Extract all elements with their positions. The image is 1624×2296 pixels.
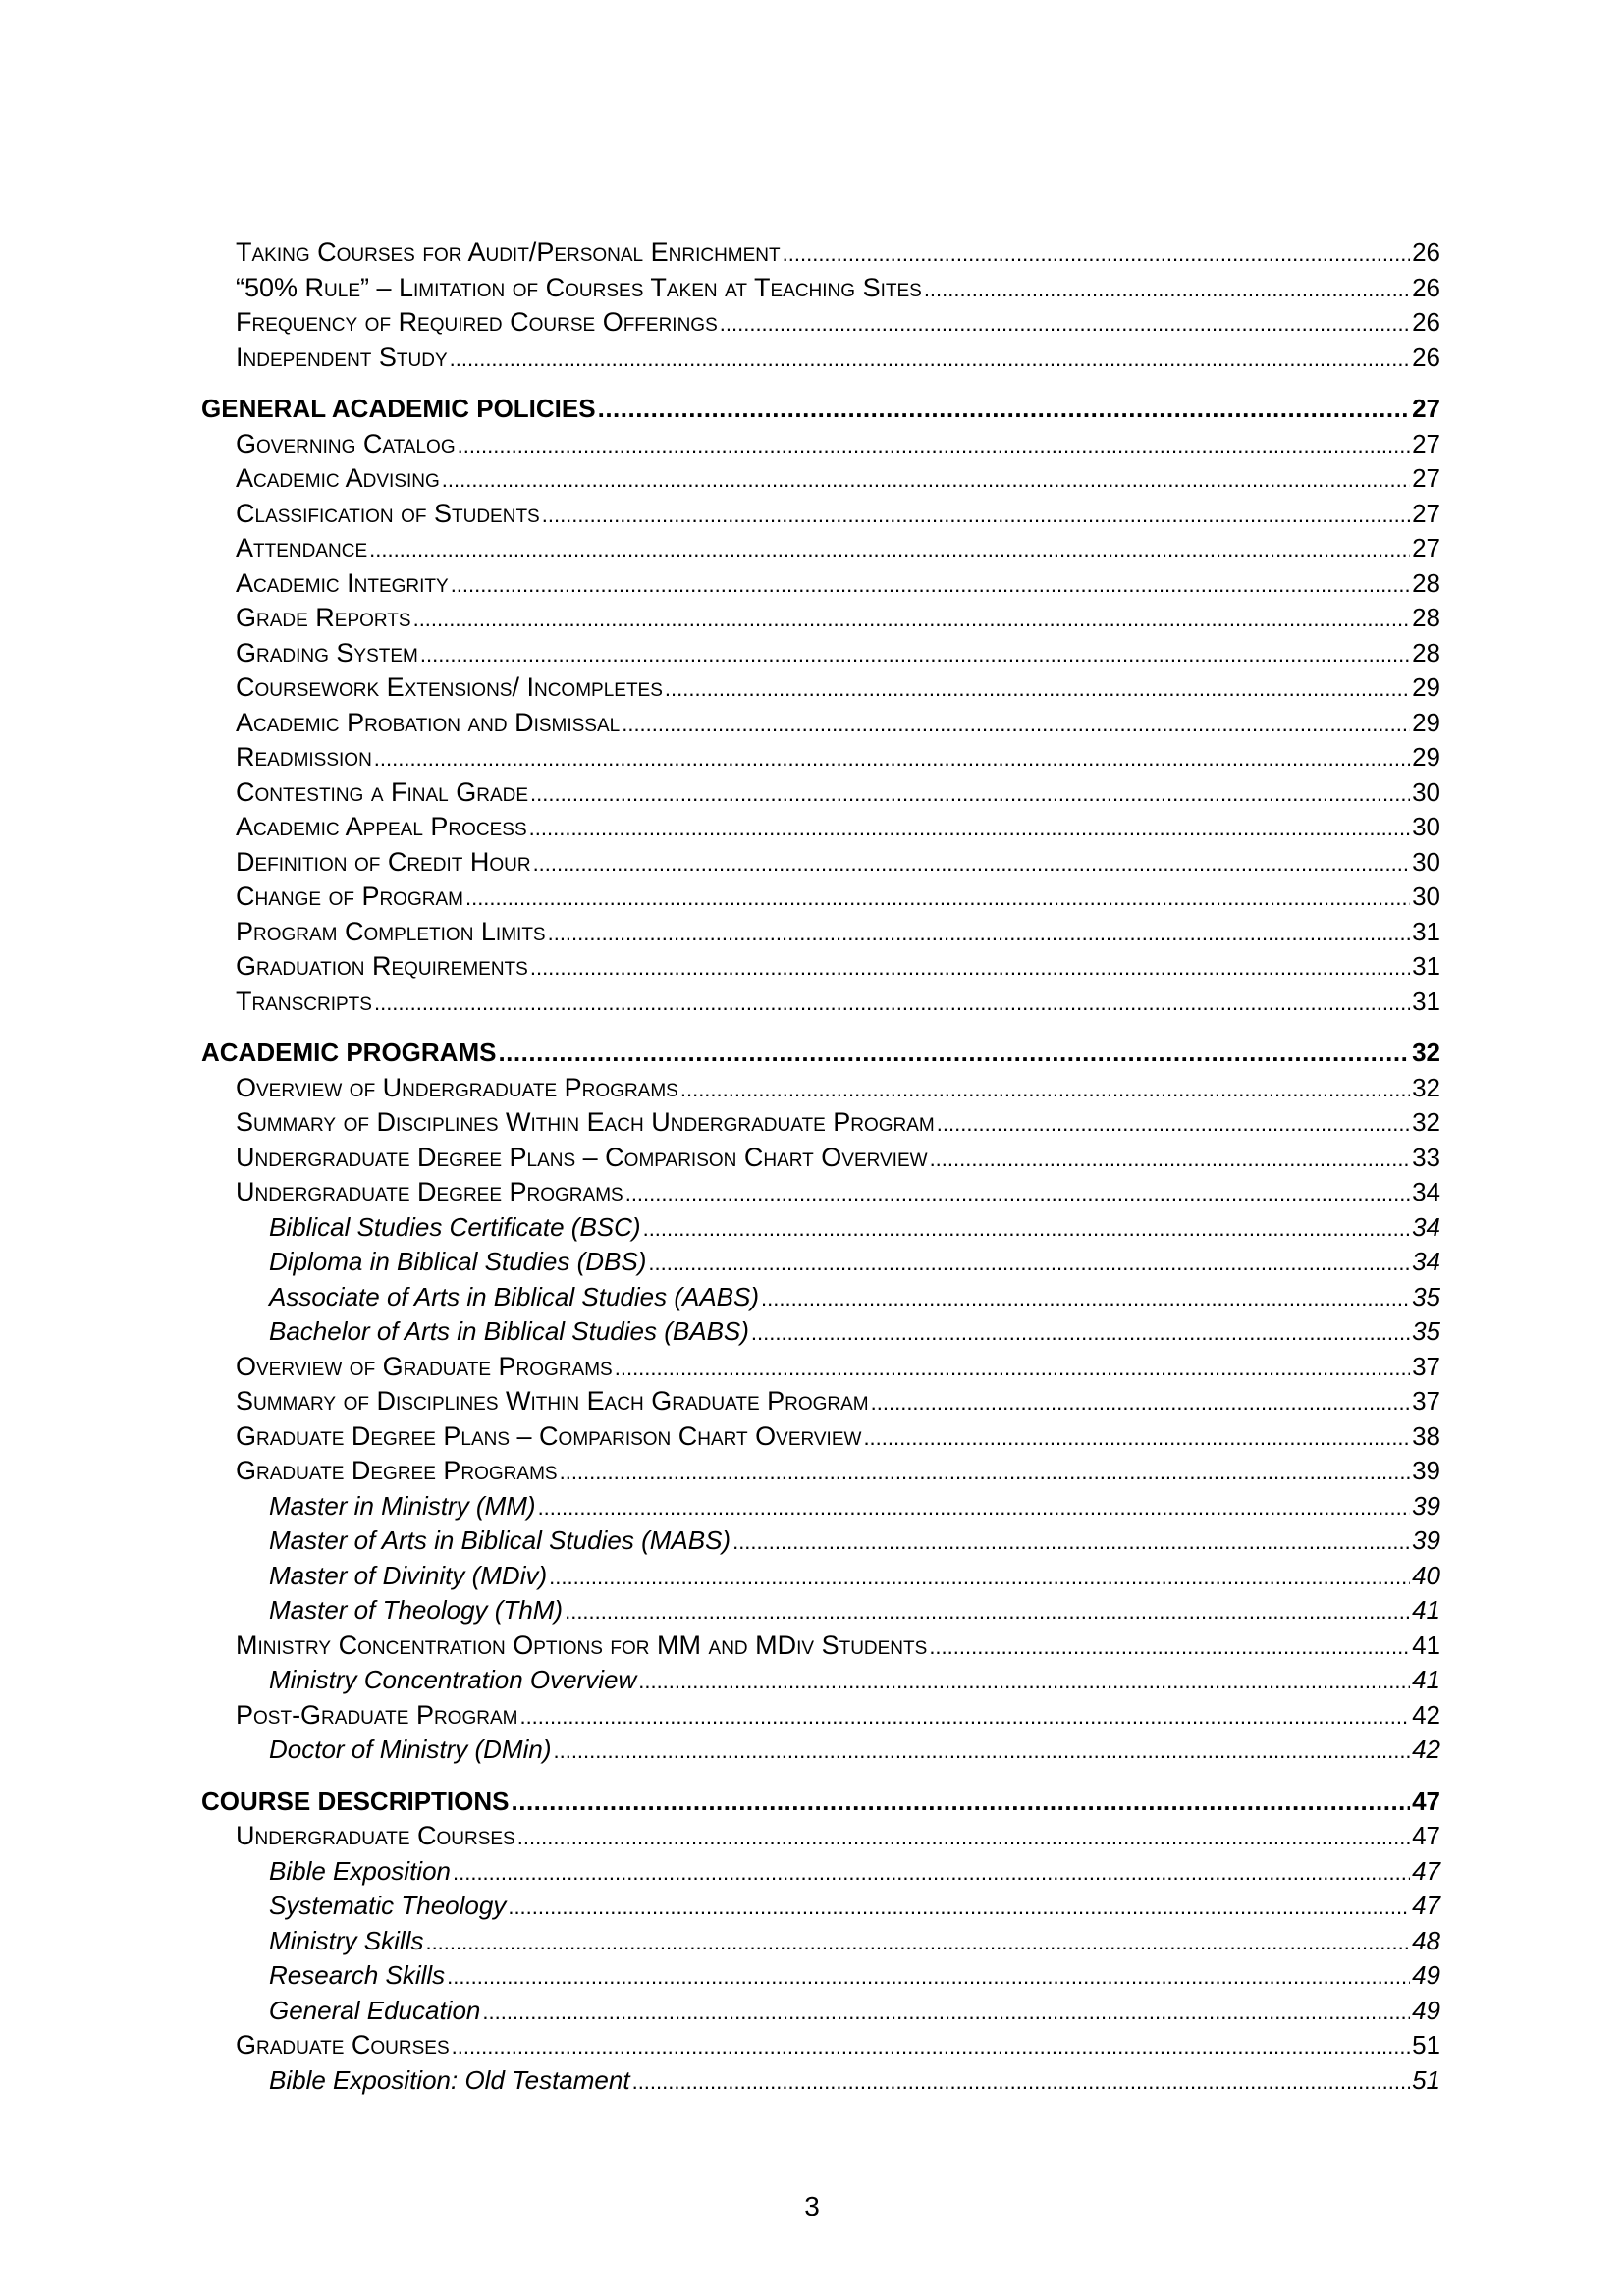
toc-entry-title: Contesting a Final Grade [236, 776, 529, 807]
toc-entry-title: Taking Courses for Audit/Personal Enrichment [236, 238, 781, 267]
toc-entry-title: Associate of Arts in Biblical Studies (AABS) [269, 1281, 760, 1311]
toc-subentry[interactable] [201, 1489, 1440, 1524]
toc-page-number: 30 [1412, 812, 1440, 841]
toc-subentry[interactable] [201, 1280, 1440, 1315]
toc-entry[interactable] [201, 775, 1440, 811]
toc-entry[interactable] [201, 497, 1440, 532]
dot-leader [413, 602, 1411, 637]
toc-entry[interactable] [201, 531, 1440, 566]
toc-entry-title: Diploma in Biblical Studies (DBS) [269, 1247, 647, 1276]
toc-entry[interactable] [201, 1384, 1440, 1419]
toc-entry-title: Master of Divinity (MDiv) [269, 1560, 548, 1590]
toc-entry-title: “50% Rule” – Limitation of Courses Taken at Teaching Sites [236, 272, 922, 302]
toc-entry-title: Systematic Theology [269, 1891, 507, 1920]
toc-entry-title: Frequency of Required Course Offerings [236, 307, 718, 337]
toc-entry-title: Grade Reports [236, 603, 411, 632]
toc-entry[interactable] [201, 636, 1440, 671]
toc-page-number: 31 [1412, 951, 1440, 981]
toc-page-number: 39 [1412, 1525, 1440, 1555]
toc-page-number: 33 [1412, 1142, 1440, 1172]
toc-entry-title: Grading System [236, 637, 418, 667]
toc-page-number: 30 [1412, 846, 1440, 877]
toc-entry-title: Governing Catalog [236, 428, 456, 458]
toc-entry-title: Academic Probation and Dismissal [236, 707, 621, 737]
toc-section-heading[interactable] [201, 392, 1440, 427]
toc-page-number: 49 [1412, 1960, 1440, 1990]
toc-page-number: 47 [1412, 1891, 1440, 1920]
dot-leader [530, 950, 1410, 986]
toc-page-number: 27 [1412, 394, 1440, 423]
toc-entry[interactable] [201, 305, 1440, 341]
toc-entry[interactable] [201, 810, 1440, 845]
dot-leader [924, 272, 1410, 307]
toc-entry[interactable] [201, 1141, 1440, 1176]
toc-subentry[interactable] [201, 1523, 1440, 1559]
dot-leader [615, 1351, 1410, 1386]
dot-leader [447, 1959, 1410, 1995]
toc-page-number: 27 [1412, 533, 1440, 562]
toc-subentry[interactable] [201, 1593, 1440, 1629]
toc-entry-title: Definition of Credit Hour [236, 846, 531, 877]
toc-page-number: 47 [1412, 1855, 1440, 1886]
page-number: 3 [804, 2191, 820, 2221]
dot-leader [374, 741, 1410, 776]
dot-leader [665, 671, 1410, 707]
toc-page-number: 35 [1412, 1316, 1440, 1346]
toc-entry-title: Change of Program [236, 881, 463, 911]
dot-leader [529, 811, 1410, 846]
dot-leader [783, 237, 1410, 272]
dot-leader [560, 1455, 1410, 1490]
toc-entry-title: General Education [269, 1995, 481, 2025]
toc-subentry[interactable] [201, 1245, 1440, 1280]
toc-page-number: 38 [1412, 1420, 1440, 1451]
toc-page-number: 26 [1412, 272, 1440, 302]
dot-leader [508, 1890, 1410, 1925]
dot-leader [732, 1524, 1410, 1560]
toc-entry[interactable] [201, 1819, 1440, 1854]
toc-subentry[interactable] [201, 1663, 1440, 1698]
toc-entry-title: Overview of Undergraduate Programs [236, 1072, 678, 1102]
toc-entry[interactable] [201, 985, 1440, 1020]
dot-leader [929, 1629, 1410, 1665]
toc-entry-title: Transcripts [236, 986, 372, 1016]
dot-leader [498, 1036, 1410, 1071]
toc-entry[interactable] [201, 880, 1440, 915]
toc-entry[interactable] [201, 271, 1440, 306]
toc-entry-title: Program Completion Limits [236, 916, 546, 946]
toc-entry-title: Academic Advising [236, 463, 440, 493]
toc-page-number: 26 [1412, 307, 1440, 337]
toc-page-number: 47 [1412, 1821, 1440, 1850]
toc-page-number: 29 [1412, 707, 1440, 737]
toc-entry-title: Bible Exposition [269, 1855, 451, 1886]
dot-leader [720, 306, 1410, 342]
dot-leader [598, 392, 1410, 427]
toc-entry[interactable] [201, 1629, 1440, 1664]
toc-entry-title: Graduate Degree Plans – Comparison Chart Overview [236, 1420, 862, 1451]
toc-entry-title: GENERAL ACADEMIC POLICIES [201, 394, 596, 423]
dot-leader [625, 1176, 1410, 1211]
toc-page-number: 29 [1412, 672, 1440, 702]
toc-page-number: 27 [1412, 428, 1440, 458]
toc-entry-title: ACADEMIC PROGRAMS [201, 1038, 497, 1067]
toc-entry[interactable] [201, 1350, 1440, 1385]
toc-entry[interactable] [201, 2028, 1440, 2063]
toc-subentry[interactable] [201, 1210, 1440, 1246]
toc-entry-title: Ministry Concentration Options for MM and MDiv Students [236, 1629, 928, 1660]
toc-section-heading[interactable] [201, 1785, 1440, 1820]
toc-section-heading[interactable] [201, 1036, 1440, 1071]
dot-leader [622, 707, 1410, 742]
dot-leader [751, 1315, 1410, 1351]
toc-entry-title: Academic Integrity [236, 567, 449, 598]
toc-page-number: 31 [1412, 916, 1440, 946]
toc-entry[interactable] [201, 427, 1440, 462]
toc-entry[interactable] [201, 1454, 1440, 1489]
toc-subentry[interactable] [201, 1994, 1440, 2029]
toc-entry-title: Master of Theology (ThM) [269, 1595, 564, 1625]
toc-entry[interactable] [201, 1419, 1440, 1455]
toc-page-number: 32 [1412, 1107, 1440, 1137]
toc-entry[interactable] [201, 706, 1440, 741]
toc-entry-title: Doctor of Ministry (DMin) [269, 1735, 552, 1764]
toc-entry-title: Summary of Disciplines Within Each Undergraduate Program [236, 1107, 935, 1137]
toc-page-number: 28 [1412, 567, 1440, 598]
toc-entry-title: Graduate Courses [236, 2030, 450, 2059]
dot-leader [542, 498, 1410, 533]
dot-leader [930, 1142, 1411, 1177]
toc-entry-title: Undergraduate Degree Plans – Comparison Chart Overview [236, 1142, 928, 1172]
toc-entry[interactable] [201, 949, 1440, 985]
toc-page-number: 34 [1412, 1177, 1440, 1206]
toc-page-number: 32 [1412, 1038, 1440, 1067]
toc-page-number: 29 [1412, 742, 1440, 772]
toc-entry-title: Bachelor of Arts in Biblical Studies (BABS) [269, 1316, 749, 1346]
toc-page-number: 37 [1412, 1351, 1440, 1381]
toc-entry-title: Master in Ministry (MM) [269, 1490, 536, 1521]
toc-page-number: 32 [1412, 1072, 1440, 1102]
dot-leader [638, 1664, 1410, 1699]
toc-entry-title: Undergraduate Courses [236, 1821, 515, 1850]
dot-leader [451, 567, 1410, 603]
toc-page-number: 48 [1412, 1925, 1440, 1955]
toc-subentry[interactable] [201, 1733, 1440, 1768]
dot-leader [517, 1820, 1410, 1855]
toc-entry[interactable] [201, 566, 1440, 602]
toc-entry-title: Research Skills [269, 1960, 446, 1990]
toc-page-number: 34 [1412, 1247, 1440, 1276]
dot-leader [863, 1420, 1410, 1456]
toc-subentry[interactable] [201, 1559, 1440, 1594]
toc-entry-title: Classification of Students [236, 498, 540, 528]
toc-entry-title: Summary of Disciplines Within Each Graduate Program [236, 1386, 869, 1415]
toc-subentry[interactable] [201, 2063, 1440, 2099]
dot-leader [761, 1281, 1410, 1316]
toc-entry[interactable] [201, 1071, 1440, 1106]
toc-entry[interactable] [201, 915, 1440, 950]
toc-page-number: 35 [1412, 1281, 1440, 1311]
toc-entry-title: Graduation Requirements [236, 951, 528, 981]
toc-subentry[interactable] [201, 1854, 1440, 1890]
toc-entry-title: Coursework Extensions/ Incompletes [236, 672, 663, 702]
toc-subentry[interactable] [201, 1958, 1440, 1994]
toc-entry-title: Independent Study [236, 342, 448, 372]
toc-page-number: 51 [1412, 2064, 1440, 2095]
dot-leader [632, 2064, 1411, 2100]
toc-page-number: 26 [1412, 342, 1440, 372]
toc-page-number: 42 [1412, 1699, 1440, 1730]
toc-entry-title: Biblical Studies Certificate (BSC) [269, 1211, 641, 1242]
dot-leader [453, 1855, 1410, 1891]
toc-entry[interactable] [201, 740, 1440, 775]
toc-page-number: 47 [1412, 1786, 1440, 1816]
dot-leader [871, 1385, 1410, 1420]
toc-page-number: 37 [1412, 1386, 1440, 1415]
toc-page-number: 34 [1412, 1211, 1440, 1242]
toc-page-number: 51 [1412, 2030, 1440, 2059]
toc-entry-title: Ministry Skills [269, 1925, 424, 1955]
dot-leader [533, 846, 1411, 881]
dot-leader [512, 1785, 1411, 1820]
toc-page-number: 27 [1412, 498, 1440, 528]
table-of-contents [201, 236, 1440, 2098]
toc-page-number: 30 [1412, 881, 1440, 911]
toc-entry-title: Overview of Graduate Programs [236, 1351, 613, 1381]
dot-leader [549, 1560, 1410, 1595]
toc-page-number: 41 [1412, 1595, 1440, 1625]
toc-entry[interactable] [201, 341, 1440, 376]
toc-entry-title: Academic Appeal Process [236, 812, 527, 841]
toc-entry-title: Undergraduate Degree Programs [236, 1177, 623, 1206]
toc-page-number: 28 [1412, 637, 1440, 667]
toc-entry[interactable] [201, 1175, 1440, 1210]
dot-leader [530, 776, 1410, 812]
toc-entry-title: Ministry Concentration Overview [269, 1665, 637, 1694]
dot-leader [538, 1490, 1411, 1525]
dot-leader [425, 1925, 1410, 1960]
toc-entry[interactable] [201, 601, 1440, 636]
toc-page-number: 41 [1412, 1629, 1440, 1660]
toc-subentry[interactable] [201, 1314, 1440, 1350]
toc-subentry[interactable] [201, 1889, 1440, 1924]
dot-leader [643, 1211, 1411, 1247]
dot-leader [565, 1594, 1410, 1629]
toc-page-number: 28 [1412, 603, 1440, 632]
dot-leader [519, 1699, 1410, 1735]
dot-leader [937, 1106, 1410, 1142]
dot-leader [442, 462, 1410, 498]
dot-leader [553, 1734, 1410, 1769]
dot-leader [482, 1995, 1410, 2030]
dot-leader [450, 342, 1410, 377]
toc-entry-title: Graduate Degree Programs [236, 1456, 558, 1485]
toc-entry[interactable] [201, 1105, 1440, 1141]
toc-page-number: 26 [1412, 238, 1440, 267]
dot-leader [369, 532, 1410, 567]
toc-entry-title: Post-Graduate Program [236, 1699, 518, 1730]
toc-entry[interactable] [201, 845, 1440, 881]
toc-entry-title: Readmission [236, 742, 372, 772]
dot-leader [452, 2029, 1410, 2064]
toc-entry[interactable] [201, 461, 1440, 497]
toc-page-number: 49 [1412, 1995, 1440, 2025]
dot-leader [680, 1072, 1410, 1107]
dot-leader [548, 916, 1410, 951]
dot-leader [458, 428, 1410, 463]
toc-page-number: 27 [1412, 463, 1440, 493]
toc-entry-title: COURSE DESCRIPTIONS [201, 1786, 510, 1816]
dot-leader [465, 881, 1410, 916]
toc-page-number: 41 [1412, 1665, 1440, 1694]
toc-entry[interactable] [201, 1698, 1440, 1734]
toc-page-number: 31 [1412, 986, 1440, 1016]
toc-page-number: 30 [1412, 776, 1440, 807]
dot-leader [420, 637, 1410, 672]
toc-page-number: 40 [1412, 1560, 1440, 1590]
dot-leader [648, 1246, 1410, 1281]
toc-page-number: 39 [1412, 1456, 1440, 1485]
toc-page-number: 42 [1412, 1735, 1440, 1764]
toc-entry-title: Attendance [236, 533, 368, 562]
toc-subentry[interactable] [201, 1924, 1440, 1959]
toc-entry[interactable] [201, 670, 1440, 706]
toc-page-number: 39 [1412, 1490, 1440, 1521]
dot-leader [374, 986, 1410, 1021]
toc-entry[interactable] [201, 236, 1440, 271]
toc-entry-title: Master of Arts in Biblical Studies (MABS) [269, 1525, 731, 1555]
toc-entry-title: Bible Exposition: Old Testament [269, 2064, 630, 2095]
